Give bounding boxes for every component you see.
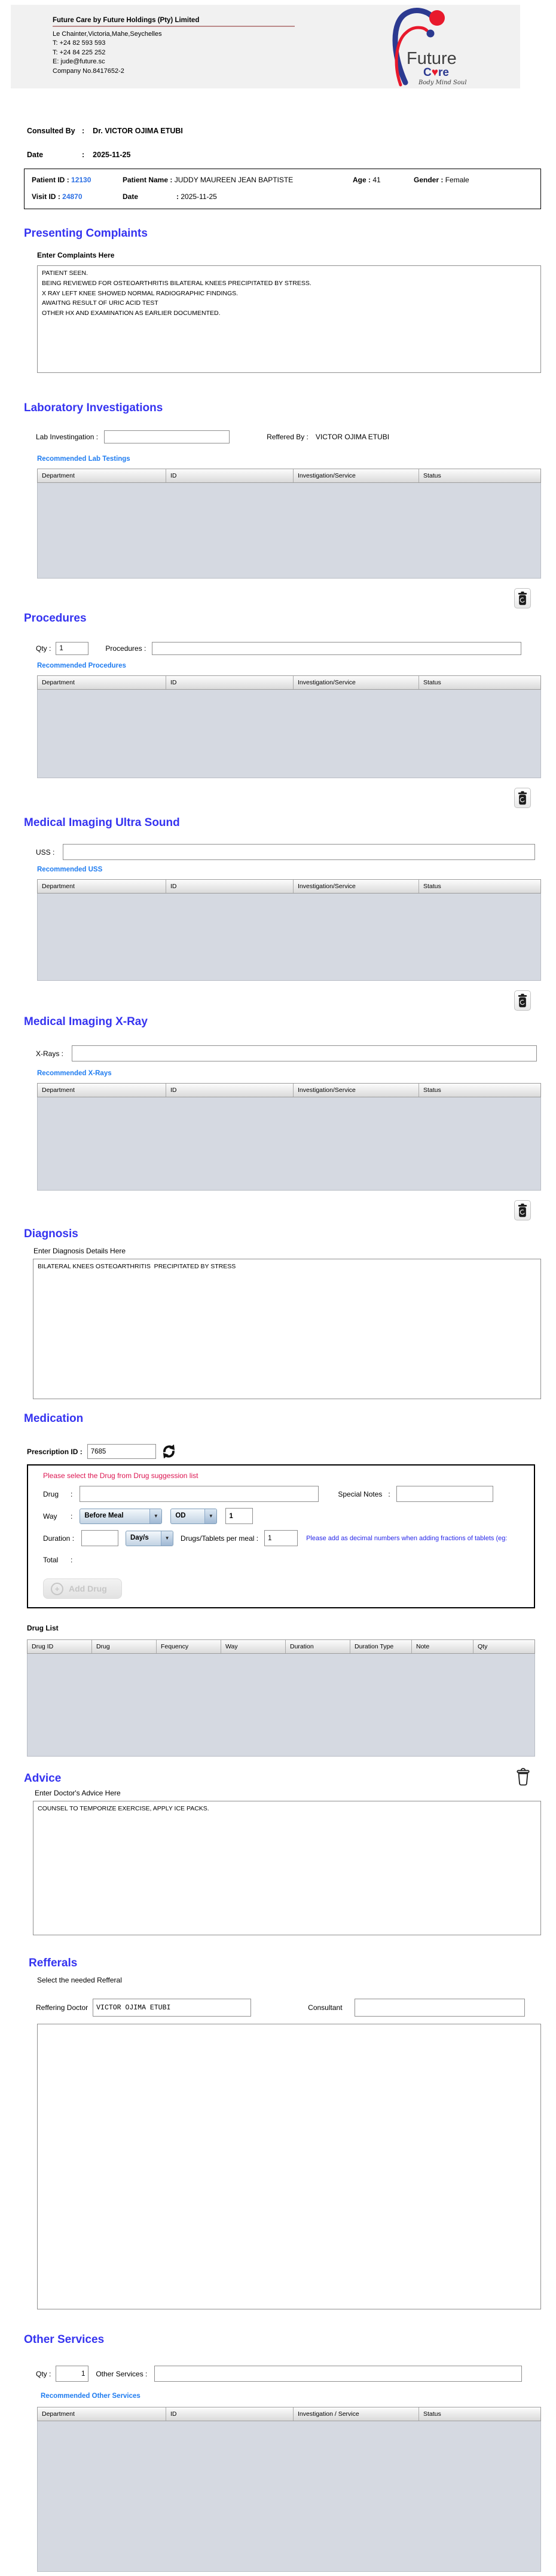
trash-can-icon xyxy=(517,993,528,1008)
company-name: Future Care by Future Holdings (Pty) Limited xyxy=(53,17,295,27)
xray-label: X-Rays : xyxy=(36,1049,64,1058)
trash-can-icon xyxy=(517,591,528,605)
patient-name-value: JUDDY MAUREEN JEAN BAPTISTE xyxy=(174,176,294,184)
drug-list-label: Drug List xyxy=(27,1624,59,1632)
special-notes-label: Special Notes xyxy=(338,1489,383,1498)
column-header: Investigation/Service xyxy=(294,1084,419,1097)
date-value: 2025-11-25 xyxy=(93,151,131,159)
complaints-label: Enter Complaints Here xyxy=(37,251,115,259)
per-meal-label: Drugs/Tablets per meal : xyxy=(181,1534,259,1543)
other-services-input-row xyxy=(36,2366,556,2382)
total-row: Total : xyxy=(43,1556,73,1564)
company-address xyxy=(53,30,295,76)
procedures-trash-row xyxy=(0,788,531,808)
section-title-procedures: Procedures xyxy=(24,612,87,625)
referring-doctor-input[interactable] xyxy=(93,1999,251,2017)
column-header: Way xyxy=(221,1640,286,1653)
column-header: Investigation/Service xyxy=(294,880,419,893)
column-header: Department xyxy=(38,676,166,689)
referrals-subtitle: Select the needed Refferal xyxy=(37,1976,122,1984)
visit-date-value: 2025-11-25 xyxy=(181,192,217,201)
uss-input-row xyxy=(36,844,556,860)
column-header: Qty xyxy=(473,1640,534,1653)
lab-testings-table-body xyxy=(37,483,541,579)
refresh-icon xyxy=(161,1443,177,1460)
prescription-row xyxy=(27,1443,556,1460)
frequency-select[interactable] xyxy=(170,1509,217,1524)
procedures-table-body xyxy=(37,690,541,778)
drug-label: Drug xyxy=(43,1489,59,1498)
logo-f-icon xyxy=(366,6,485,87)
consult-date-row: Date : 2025-11-25 xyxy=(27,151,131,159)
consulted-by-label: Consulted By xyxy=(27,127,75,135)
visit-date-label: Date xyxy=(123,192,139,201)
prescription-id-input[interactable] xyxy=(87,1444,156,1459)
patient-row-1: Patient ID : 12130 Patient Name : JUDDY MAUREEN JEAN BAPTISTE Age : 41 Gender : Female xyxy=(32,176,469,184)
duration-label: Duration : xyxy=(43,1534,75,1543)
column-header: ID xyxy=(166,880,294,893)
chevron-down-icon: ▼ xyxy=(204,1509,216,1523)
advice-header-row xyxy=(0,1766,556,1786)
way-select[interactable] xyxy=(80,1509,162,1524)
patient-name-label: Patient Name xyxy=(123,176,169,184)
uss-table xyxy=(37,879,541,981)
column-header: Drug xyxy=(92,1640,157,1653)
column-header: Drug ID xyxy=(28,1640,92,1653)
consultant-label: Consultant xyxy=(308,2003,343,2012)
table-header-row xyxy=(37,1083,541,1097)
column-header: Investigation/Service xyxy=(294,676,419,689)
procedures-qty-input[interactable] xyxy=(56,642,88,655)
plus-circle-icon: + xyxy=(51,1583,63,1595)
referral-list-box xyxy=(37,2024,541,2309)
recommended-uss-label: Recommended USS xyxy=(37,866,103,873)
column-header: Duration xyxy=(286,1640,350,1653)
date-label: Date xyxy=(27,151,44,159)
column-header: Status xyxy=(419,1084,540,1097)
way-label: Way xyxy=(43,1512,57,1520)
procedures-qty-label: Qty : xyxy=(36,644,51,653)
section-title-medication: Medication xyxy=(24,1412,84,1425)
procedures-label: Procedures : xyxy=(105,644,146,653)
duration-unit-value: Day/s xyxy=(130,1534,149,1541)
special-notes-input[interactable] xyxy=(396,1486,493,1502)
medication-entry-box xyxy=(27,1464,535,1608)
add-drug-label: Add Drug xyxy=(69,1584,107,1593)
visit-id-value: 24870 xyxy=(62,192,83,201)
address-line: T: +24 84 225 252 xyxy=(53,48,106,56)
table-header-row xyxy=(27,1639,535,1654)
diagnosis-label: Enter Diagnosis Details Here xyxy=(33,1247,126,1255)
procedures-input-row xyxy=(36,642,556,655)
letterhead xyxy=(11,5,520,88)
procedures-input[interactable] xyxy=(152,642,521,655)
section-title-xray: Medical Imaging X-Ray xyxy=(24,1015,148,1028)
patient-row-2: Visit ID : 24870 Date : 2025-11-25 xyxy=(32,192,217,201)
trash-can-outline-icon xyxy=(515,1767,531,1786)
uss-table-body xyxy=(37,894,541,981)
complaints-textarea[interactable] xyxy=(37,265,541,373)
procedures-table xyxy=(37,675,541,778)
address-line: T: +24 82 593 593 xyxy=(53,39,106,47)
consulted-by-row: Consulted By : Dr. VICTOR OJIMA ETUBI xyxy=(27,127,183,135)
column-header: Department xyxy=(38,469,166,482)
way-qty-input[interactable] xyxy=(225,1508,253,1524)
other-services-input[interactable] xyxy=(154,2366,522,2382)
chevron-down-icon: ▼ xyxy=(161,1531,173,1546)
section-title-uss: Medical Imaging Ultra Sound xyxy=(24,816,180,829)
section-title-advice: Advice xyxy=(24,1772,62,1785)
column-header: Status xyxy=(419,676,540,689)
drug-list-table-body xyxy=(27,1654,535,1757)
consultant-input[interactable] xyxy=(355,1999,525,2017)
refresh-button[interactable] xyxy=(161,1443,177,1460)
column-header: Investigation/Service xyxy=(294,469,419,482)
age-label: Age xyxy=(353,176,366,184)
column-header: Department xyxy=(38,880,166,893)
drug-input[interactable] xyxy=(80,1486,319,1502)
referred-by-value: VICTOR OJIMA ETUBI xyxy=(315,433,390,441)
duration-row xyxy=(43,1530,534,1546)
other-qty-label: Qty : xyxy=(36,2369,51,2378)
other-services-table-body xyxy=(37,2421,541,2572)
table-header-row xyxy=(37,469,541,483)
address-line: E: jude@future.sc xyxy=(53,58,105,66)
trash-can-icon xyxy=(517,1203,528,1217)
per-meal-input[interactable] xyxy=(264,1530,298,1546)
column-header: Note xyxy=(412,1640,473,1653)
other-qty-input[interactable] xyxy=(56,2366,88,2382)
column-header: Investigation / Service xyxy=(294,2407,419,2421)
consulted-by-value: Dr. VICTOR OJIMA ETUBI xyxy=(93,127,183,135)
uss-input[interactable] xyxy=(63,844,535,860)
lab-investigation-input[interactable] xyxy=(104,430,230,443)
fractions-note: Please add as decimal numbers when adding fractions of tablets (eg: xyxy=(306,1534,508,1542)
patient-id-label: Patient ID xyxy=(32,176,65,184)
recommended-procedures-label: Recommended Procedures xyxy=(37,662,126,669)
column-header: Status xyxy=(419,2407,540,2421)
xray-table-body xyxy=(37,1097,541,1191)
referred-by-label: Reffered By : xyxy=(267,433,308,441)
duration-input[interactable] xyxy=(81,1530,118,1546)
drug-row: Drug : Special Notes : xyxy=(43,1486,534,1502)
svg-text:Future: Future xyxy=(407,49,457,68)
duration-unit-select[interactable] xyxy=(126,1531,173,1546)
company-info xyxy=(53,17,295,76)
table-header-row xyxy=(37,675,541,690)
svg-text:Body Mind Soul: Body Mind Soul xyxy=(418,79,467,86)
advice-label: Enter Doctor's Advice Here xyxy=(35,1789,121,1797)
column-header: Department xyxy=(38,2407,166,2421)
lab-input-row xyxy=(36,430,556,443)
other-services-label: Other Services : xyxy=(96,2369,148,2378)
patient-id-value: 12130 xyxy=(71,176,91,184)
gender-label: Gender xyxy=(414,176,439,184)
trash-can-icon xyxy=(517,791,528,805)
total-label: Total xyxy=(43,1556,59,1564)
xray-trash-row xyxy=(0,1200,531,1220)
advice-textarea[interactable] xyxy=(33,1801,541,1935)
referring-doctor-label: Reffering Doctor xyxy=(36,2003,88,2012)
lab-testings-table xyxy=(37,469,541,579)
section-title-diagnosis: Diagnosis xyxy=(24,1228,78,1240)
address-line: Company No.8417652-2 xyxy=(53,67,124,75)
column-header: ID xyxy=(166,676,294,689)
way-select-value: Before Meal xyxy=(84,1512,124,1519)
xray-input-row xyxy=(36,1045,556,1061)
visit-id-label: Visit ID xyxy=(32,192,56,201)
xray-table xyxy=(37,1083,541,1191)
xray-delete-button[interactable] xyxy=(514,1200,531,1220)
column-header: Duration Type xyxy=(350,1640,412,1653)
lab-investigation-label: Lab Investingation : xyxy=(36,433,99,441)
column-header: ID xyxy=(166,1084,294,1097)
table-header-row xyxy=(37,879,541,894)
frequency-select-value: OD xyxy=(175,1512,186,1519)
lab-trash-row xyxy=(0,588,531,608)
patient-summary-box xyxy=(24,169,541,209)
column-header: Status xyxy=(419,880,540,893)
recommended-xrays-label: Recommended X-Rays xyxy=(37,1070,112,1077)
table-header-row xyxy=(37,2407,541,2421)
section-title-other-services: Other Services xyxy=(24,2333,105,2346)
section-title-referrals: Refferals xyxy=(29,1957,78,1969)
xray-input[interactable] xyxy=(72,1045,537,1061)
recommended-other-services-label: Recommended Other Services xyxy=(41,2393,140,2400)
drug-list-table xyxy=(27,1639,535,1757)
drug-suggestion-note: Please select the Drug from Drug suggession list xyxy=(43,1471,198,1480)
lab-delete-button[interactable] xyxy=(514,588,531,608)
recommended-lab-testings-label: Recommended Lab Testings xyxy=(37,455,130,463)
column-header: Fequency xyxy=(157,1640,221,1653)
uss-delete-button[interactable] xyxy=(514,990,531,1011)
prescription-id-label: Prescription ID : xyxy=(27,1447,83,1456)
address-line: Le Chainter,Victoria,Mahe,Seychelles xyxy=(53,30,162,38)
svg-text:C♥re: C♥re xyxy=(423,66,449,79)
referral-input-row xyxy=(36,1999,556,2017)
section-title-laboratory: Laboratory Investigations xyxy=(24,402,163,414)
other-services-table xyxy=(37,2407,541,2572)
uss-trash-row xyxy=(0,990,531,1011)
procedures-delete-button[interactable] xyxy=(514,788,531,808)
future-care-logo xyxy=(366,6,485,87)
column-header: Department xyxy=(38,1084,166,1097)
column-header: Status xyxy=(419,469,540,482)
chevron-down-icon: ▼ xyxy=(149,1509,161,1523)
add-drug-button[interactable] xyxy=(43,1578,122,1599)
section-title-presenting-complaints: Presenting Complaints xyxy=(24,227,148,240)
uss-label: USS : xyxy=(36,848,55,856)
column-header: ID xyxy=(166,469,294,482)
gender-value: Female xyxy=(445,176,469,184)
diagnosis-textarea[interactable] xyxy=(33,1259,541,1399)
column-header: ID xyxy=(166,2407,294,2421)
advice-delete-button[interactable] xyxy=(514,1766,532,1786)
way-row: Way : Before Meal ▼ OD ▼ 1 xyxy=(43,1508,534,1524)
age-value: 41 xyxy=(372,176,381,184)
